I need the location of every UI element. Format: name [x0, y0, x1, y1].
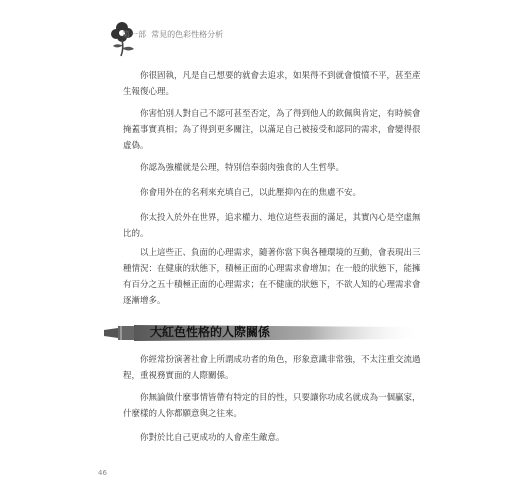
page-number: 46 [98, 469, 107, 477]
body-paragraph: 你太投入於外在世界，追求權力、地位這些表面的滿足，其實內心是空虛無比的。 [123, 213, 421, 239]
running-header [122, 29, 223, 40]
section-heading [100, 322, 430, 344]
section-title: 大紅色性格的人際關係 [150, 325, 271, 339]
body-paragraph: 你無論做什麼事情皆帶有特定的目的性，只要讓你功成名就成為一個贏家，什麼樣的人你都願意與之往來。 [123, 393, 421, 419]
body-paragraph: 你經常扮演著社會上所謂成功者的角色，形象意識非常強，不太注重交流過程，重視務實面的人際關係。 [123, 355, 421, 381]
body-paragraph: 你害怕別人對自己不認可甚至否定，為了得到他人的欽佩與肯定，有時候會掩蓋事實真相；為了得到更多關注，以滿足自己被接受和認同的需求，會變得很虛偽。 [123, 109, 421, 151]
chapter-title: 常見的色彩性格分析 [151, 30, 224, 39]
body-paragraph: 你很固執，凡是自己想要的就會去追求，如果得不到就會憤憤不平，甚至產生報復心理。 [123, 71, 421, 97]
body-paragraph: 你認為強權就是公理，特別信奉弱肉強食的人生哲學。 [140, 163, 345, 173]
body-paragraph: 你會用外在的名利來充填自己，以此壓抑內在的焦慮不安。 [140, 188, 362, 198]
chapter-label: 第一部 [122, 30, 146, 39]
body-paragraph: 以上這些正、負面的心理需求，隨著你當下與各種環境的互動，會表現出三種情況：在健康的狀態下，積極正面的心理需求會增加；在一般的狀態下，能擁有百分之五十積極正面的心理需求；在不健康的狀態下，不欲人知的心理需求會逐漸增多。 [123, 248, 421, 306]
body-paragraph: 你對於比自己更成功的人會產生敵意。 [140, 433, 285, 443]
